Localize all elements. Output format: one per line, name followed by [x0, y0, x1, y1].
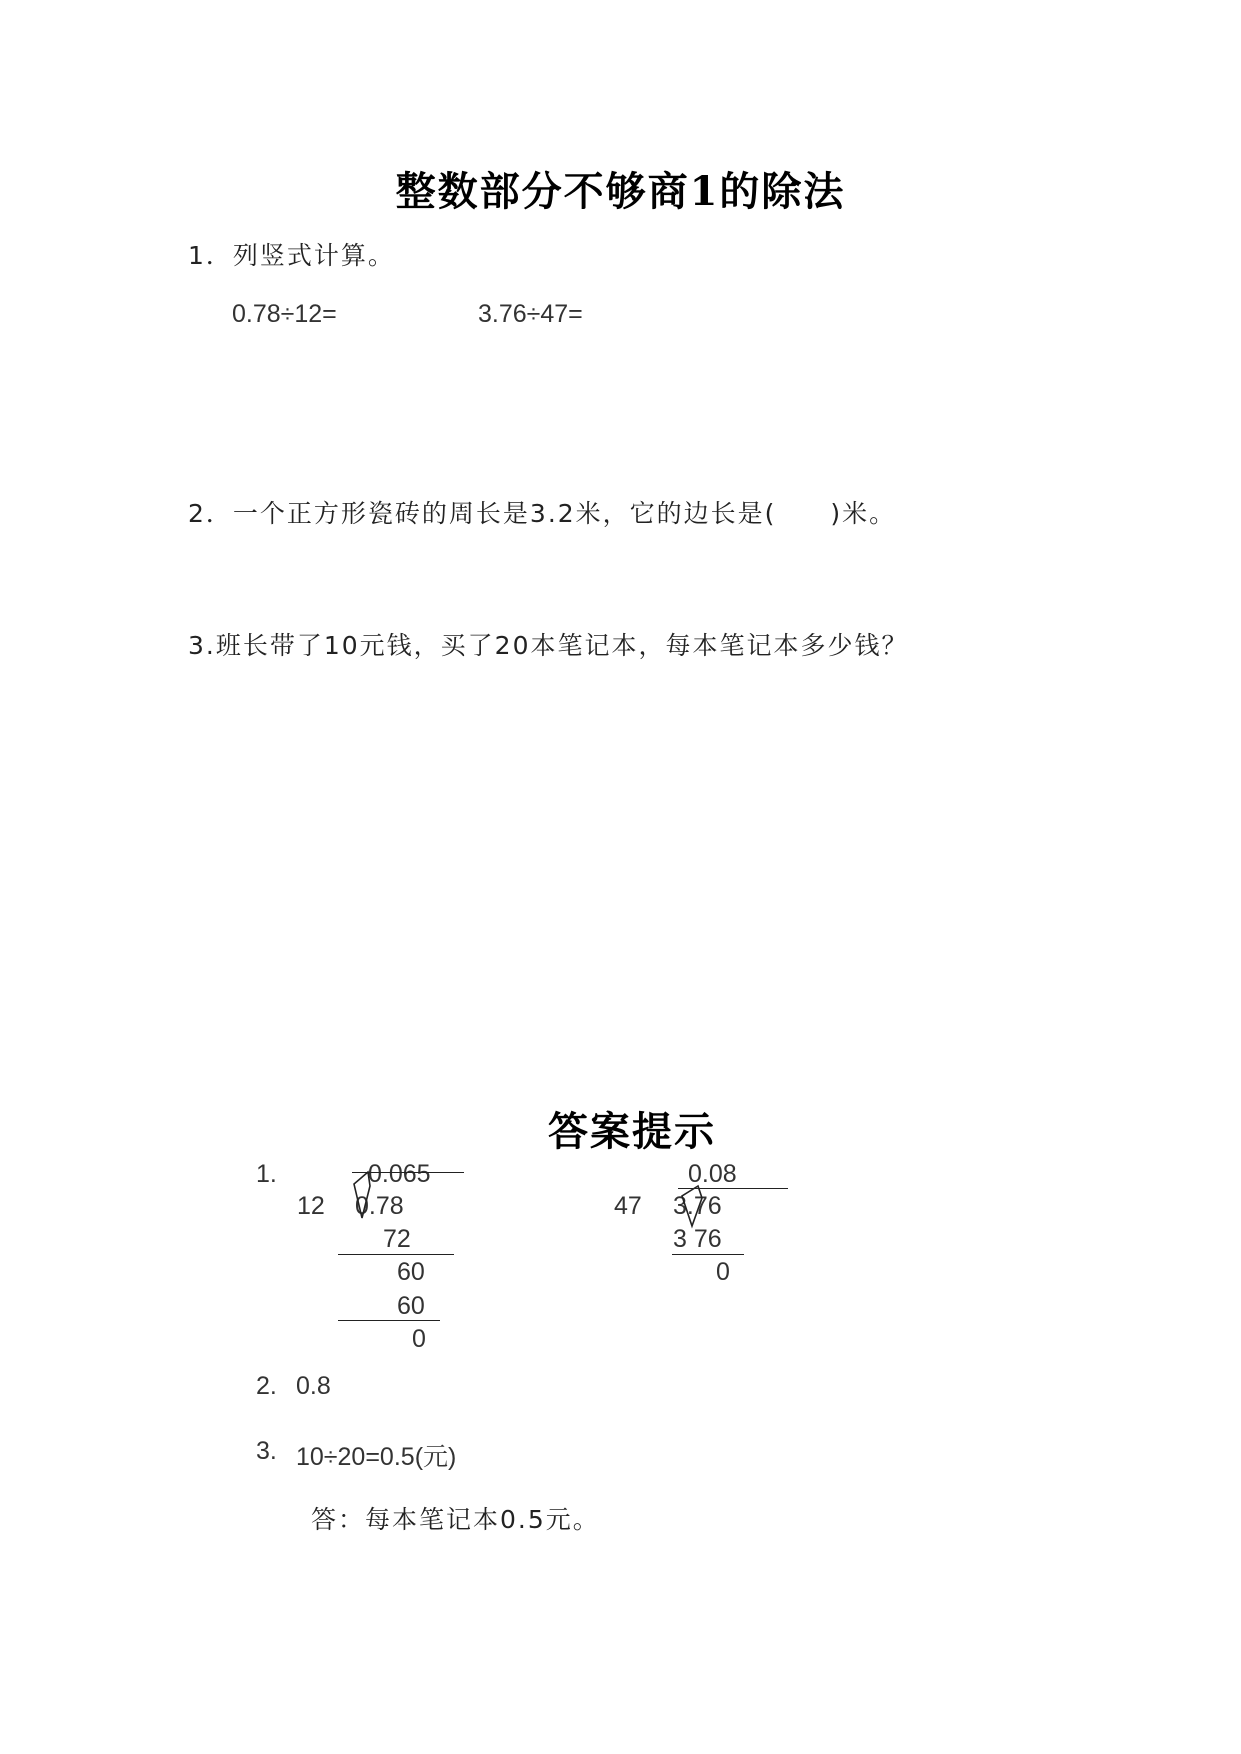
step-subtract-2: 60 [397, 1292, 425, 1320]
answers-title: 答案提示 [548, 1108, 716, 1155]
answer-2-label: 2. [256, 1372, 277, 1400]
division-bracket-icon [676, 1184, 710, 1228]
answer-2-value: 0.8 [296, 1372, 331, 1400]
answer-3-statement: 答：每本笔记本0.5元。 [311, 1505, 600, 1534]
quotient: 0.065 [368, 1160, 431, 1188]
question-3-text: 3.班长带了10元钱，买了20本笔记本，每本笔记本多少钱？ [188, 631, 909, 660]
step-subtract-1: 3 76 [673, 1225, 722, 1253]
divisor: 47 [614, 1192, 642, 1220]
answer-3-label: 3. [256, 1437, 277, 1465]
step-subtract-1: 72 [383, 1225, 411, 1253]
answer-1-label: 1. [256, 1160, 277, 1188]
quotient: 0.08 [688, 1160, 737, 1188]
question-1-label: 1．列竖式计算。 [188, 241, 395, 270]
step-line [338, 1320, 440, 1321]
divisor: 12 [297, 1192, 325, 1220]
step-remainder-1: 60 [397, 1258, 425, 1286]
division-bracket-icon [350, 1170, 380, 1220]
step-line [672, 1254, 744, 1255]
answer-3-expression: 10÷20=0.5(元) [296, 1443, 457, 1471]
step-line [338, 1254, 454, 1255]
question-2-text: 2．一个正方形瓷砖的周长是3.2米，它的边长是( )米。 [188, 499, 897, 528]
step-remainder-final: 0 [412, 1325, 426, 1353]
page-title: 整数部分不够商1的除法 [395, 168, 846, 215]
step-remainder-final: 0 [716, 1258, 730, 1286]
dividend: 0.78 [355, 1192, 404, 1220]
dividend: 3.76 [673, 1192, 722, 1220]
expression-1: 0.78÷12= [232, 300, 337, 328]
expression-2: 3.76÷47= [478, 300, 583, 328]
